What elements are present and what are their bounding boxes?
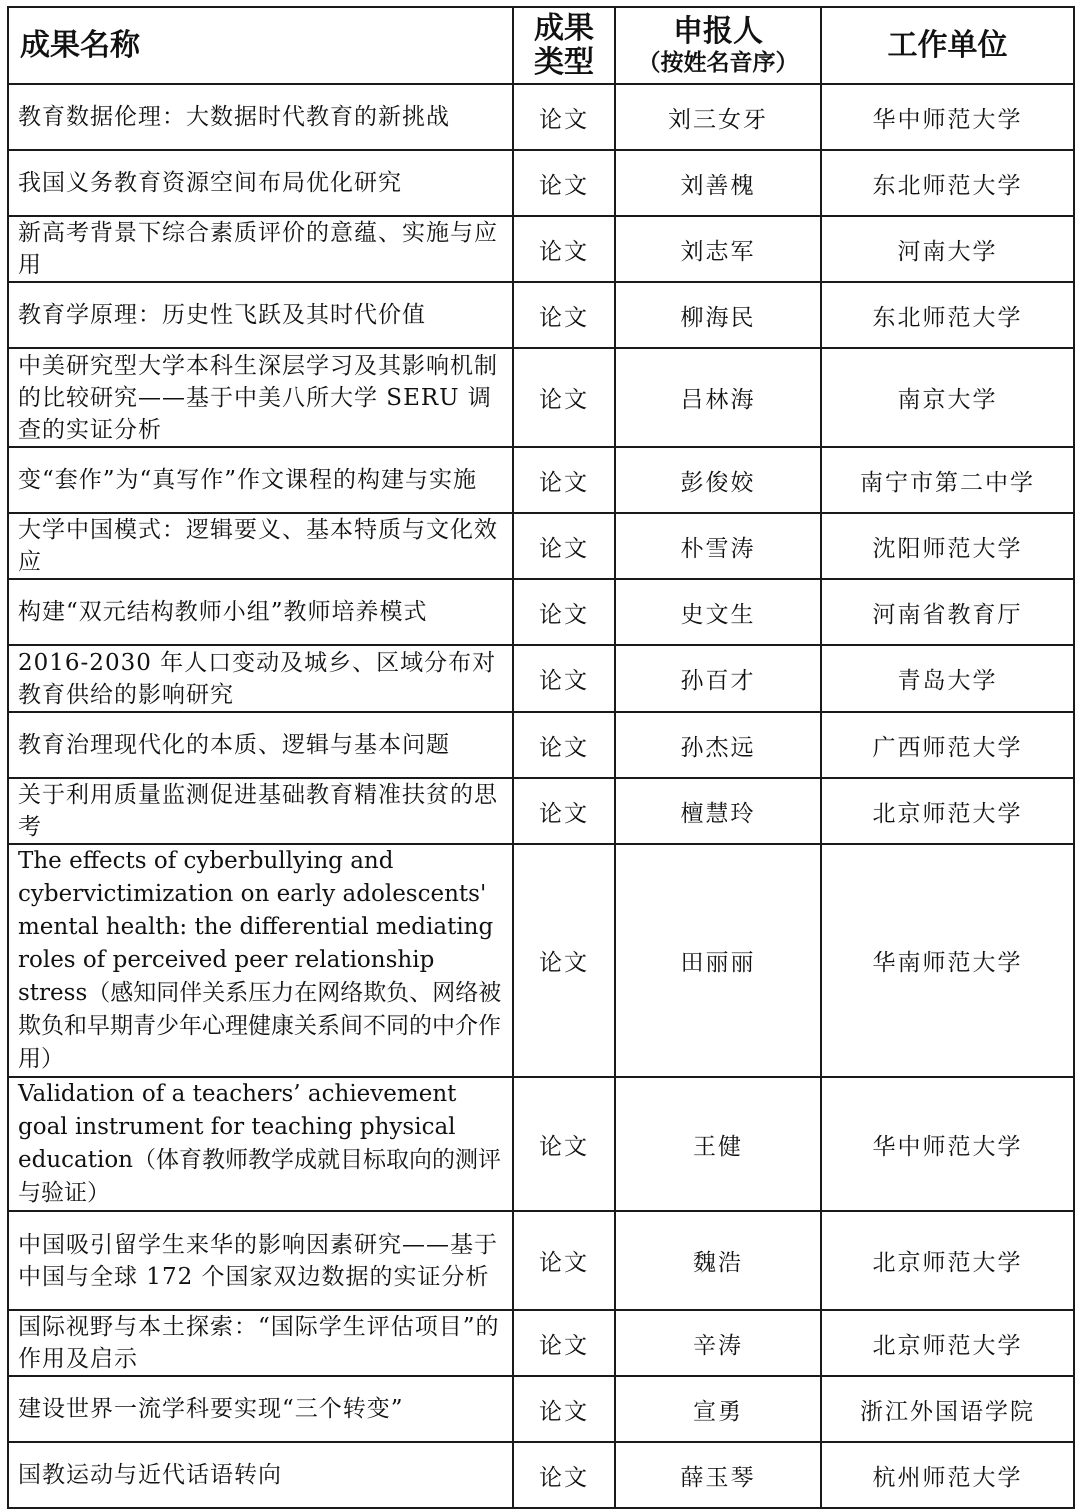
cell-person: 田丽丽: [615, 844, 821, 1077]
cell-person: 魏浩: [615, 1211, 821, 1310]
cell-person: 孙百才: [615, 645, 821, 712]
cell-unit: 沈阳师范大学: [821, 513, 1074, 579]
cell-person: 宣勇: [615, 1376, 821, 1442]
cell-name: 中国吸引留学生来华的影响因素研究——基于中国与全球 172 个国家双边数据的实证分析: [8, 1211, 513, 1310]
cell-type: 论文: [513, 513, 615, 579]
table-row: [8, 84, 1074, 150]
cell-type: 论文: [513, 1376, 615, 1442]
cell-name: 教育治理现代化的本质、逻辑与基本问题: [8, 712, 513, 778]
cell-person: 史文生: [615, 579, 821, 645]
cell-unit: 华中师范大学: [821, 1077, 1074, 1211]
header-type: [513, 7, 615, 84]
cell-type: 论文: [513, 216, 615, 282]
table-row: [8, 1310, 1074, 1376]
table-row: [8, 579, 1074, 645]
cell-name: 我国义务教育资源空间布局优化研究: [8, 150, 513, 216]
header-person-title: 申报人: [673, 13, 763, 49]
cell-type: 论文: [513, 844, 615, 1077]
cell-type: 论文: [513, 1310, 615, 1376]
cell-unit: 北京师范大学: [821, 778, 1074, 844]
cell-type: 论文: [513, 84, 615, 150]
table-row: [8, 778, 1074, 844]
cell-name: 国教运动与近代话语转向: [8, 1442, 513, 1508]
cell-name: 2016-2030 年人口变动及城乡、区域分布对教育供给的影响研究: [8, 645, 513, 712]
cell-name: 新高考背景下综合素质评价的意蕴、实施与应用: [8, 216, 513, 282]
cell-unit: 浙江外国语学院: [821, 1376, 1074, 1442]
cell-person: 柳海民: [615, 282, 821, 348]
cell-unit: 河南省教育厅: [821, 579, 1074, 645]
table-row: [8, 712, 1074, 778]
cell-name: 构建“双元结构教师小组”教师培养模式: [8, 579, 513, 645]
cell-unit: 东北师范大学: [821, 282, 1074, 348]
cell-person: 彭俊姣: [615, 447, 821, 513]
table-row: [8, 447, 1074, 513]
table-row: [8, 645, 1074, 712]
cell-person: 檀慧玲: [615, 778, 821, 844]
cell-person: 辛涛: [615, 1310, 821, 1376]
cell-person: 刘志军: [615, 216, 821, 282]
cell-type: 论文: [513, 348, 615, 447]
cell-name: 中美研究型大学本科生深层学习及其影响机制的比较研究——基于中美八所大学 SERU 调查的实证分析: [8, 348, 513, 447]
cell-name: 国际视野与本土探索：“国际学生评估项目”的作用及启示: [8, 1310, 513, 1376]
table-row: [8, 1442, 1074, 1508]
header-person-note: （按姓名音序）: [637, 48, 799, 76]
cell-unit: 青岛大学: [821, 645, 1074, 712]
cell-unit: 广西师范大学: [821, 712, 1074, 778]
cell-unit: 南宁市第二中学: [821, 447, 1074, 513]
table-row: [8, 216, 1074, 282]
cell-type: 论文: [513, 1211, 615, 1310]
table-row: [8, 844, 1074, 1077]
cell-unit: 杭州师范大学: [821, 1442, 1074, 1508]
cell-type: 论文: [513, 1442, 615, 1508]
cell-type: 论文: [513, 778, 615, 844]
cell-type: 论文: [513, 282, 615, 348]
cell-type: 论文: [513, 579, 615, 645]
cell-type: 论文: [513, 1077, 615, 1211]
table-row: [8, 282, 1074, 348]
cell-unit: 东北师范大学: [821, 150, 1074, 216]
table-row: [8, 1077, 1074, 1211]
cell-person: 孙杰远: [615, 712, 821, 778]
cell-name: 教育数据伦理：大数据时代教育的新挑战: [8, 84, 513, 150]
cell-type: 论文: [513, 447, 615, 513]
cell-unit: 华南师范大学: [821, 844, 1074, 1077]
cell-unit: 北京师范大学: [821, 1310, 1074, 1376]
cell-person: 刘善槐: [615, 150, 821, 216]
header-type-line2: 类型: [534, 44, 594, 80]
cell-name: 大学中国模式：逻辑要义、基本特质与文化效应: [8, 513, 513, 579]
cell-type: 论文: [513, 712, 615, 778]
cell-type: 论文: [513, 150, 615, 216]
header-person: [615, 7, 821, 84]
achievements-table: [7, 6, 1075, 1509]
table-row: [8, 348, 1074, 447]
cell-type: 论文: [513, 645, 615, 712]
cell-name: 教育学原理：历史性飞跃及其时代价值: [8, 282, 513, 348]
cell-person: 朴雪涛: [615, 513, 821, 579]
table-row: [8, 150, 1074, 216]
table-row: [8, 1211, 1074, 1310]
cell-person: 薛玉琴: [615, 1442, 821, 1508]
cell-unit: 南京大学: [821, 348, 1074, 447]
cell-name: 关于利用质量监测促进基础教育精准扶贫的思考: [8, 778, 513, 844]
header-unit: 工作单位: [821, 7, 1074, 84]
cell-unit: 北京师范大学: [821, 1211, 1074, 1310]
cell-name: The effects of cyberbullying and cybervictimization on early adolescents' mental health: the differential mediating roles of perceived peer relationship stress（感知同伴关系压力在网络欺负、网络被欺负和早期青少年心理健康关系间不同的中介作用）: [8, 844, 513, 1077]
table-row: [8, 1376, 1074, 1442]
table-header-row: [8, 7, 1074, 84]
header-type-line1: 成果: [534, 10, 594, 46]
cell-name: 建设世界一流学科要实现“三个转变”: [8, 1376, 513, 1442]
cell-name: 变“套作”为“真写作”作文课程的构建与实施: [8, 447, 513, 513]
cell-unit: 河南大学: [821, 216, 1074, 282]
table-row: [8, 513, 1074, 579]
cell-person: 刘三女牙: [615, 84, 821, 150]
cell-name: Validation of a teachers’ achievement goal instrument for teaching physical education（体育教师教学成就目标取向的测评与验证）: [8, 1077, 513, 1211]
header-name: 成果名称: [8, 7, 513, 84]
cell-person: 王健: [615, 1077, 821, 1211]
cell-unit: 华中师范大学: [821, 84, 1074, 150]
cell-person: 吕林海: [615, 348, 821, 447]
